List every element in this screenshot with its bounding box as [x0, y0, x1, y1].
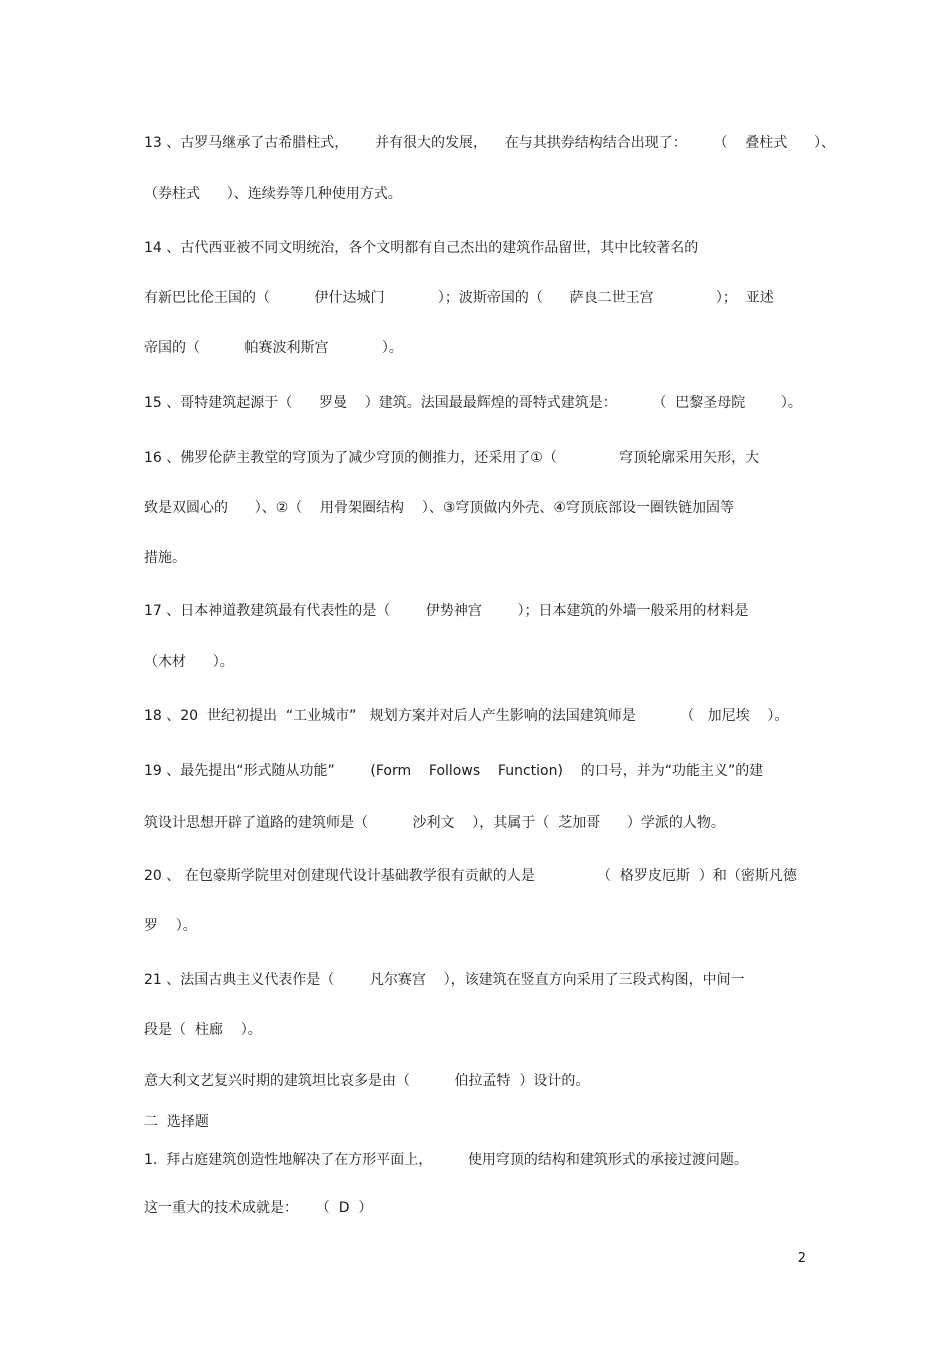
question-16-line-3: 措施。 [144, 550, 186, 566]
question-20-line-2: 罗 ）。 [144, 918, 197, 934]
question-16-line-2: 致是双圆心的 ）、②（ 用骨架圈结构 ）、③穹顶做内外壳、④穹顶底部设一圈铁链加固等 [144, 500, 734, 516]
question-19-line-1: 19 、最先提出“形式随从功能” (Form Follows Function) 的口号，并为“功能主义”的建 [144, 763, 764, 779]
question-14-line-1: 14 、古代西亚被不同文明统治，各个文明都有自己杰出的建筑作品留世，其中比较著名的 [144, 240, 699, 256]
choice-question-1-line-2: 这一重大的技术成就是： （ D ） [144, 1200, 373, 1216]
question-14-line-3: 帝国的（ 帕赛波利斯宫 ）。 [144, 340, 403, 356]
question-13-line-1: 13 、古罗马继承了古希腊柱式， 并有很大的发展， 在与其拱券结构结合出现了： （ 叠柱式 ）、 [144, 135, 835, 151]
question-18-line-1: 18 、20 世纪初提出 “工业城市” 规划方案并对后人产生影响的法国建筑师是 （ 加尼埃 ）。 [144, 708, 789, 724]
choice-question-1-line-1: 1. 拜占庭建筑创造性地解决了在方形平面上， 使用穹顶的结构和建筑形式的承接过渡问题。 [144, 1152, 748, 1168]
section-title: 二 选择题 [144, 1114, 209, 1130]
question-17-line-2: （木材 ）。 [144, 654, 234, 670]
question-13-line-2: （券柱式 ）、连续券等几种使用方式。 [144, 186, 402, 202]
question-15-line-1: 15 、哥特建筑起源于（ 罗曼 ）建筑。法国最最辉煌的哥特式建筑是： （ 巴黎圣母院 ）。 [144, 395, 802, 411]
question-21-line-2: 段是（ 柱廊 ）。 [144, 1022, 262, 1038]
question-21-line-1: 21 、法国古典主义代表作是（ 凡尔赛宫 ），该建筑在竖直方向采用了三段式构图，中间一 [144, 972, 745, 988]
question-16-line-1: 16 、佛罗伦萨主教堂的穹顶为了减少穹顶的侧推力，还采用了①（ 穹顶轮廓采用矢形，大 [144, 450, 760, 466]
question-14-line-2: 有新巴比伦王国的（ 伊什达城门 ）；波斯帝国的（ 萨良二世王宫 ）； 亚述 [144, 290, 774, 306]
question-19-line-2: 筑设计思想开辟了道路的建筑师是（ 沙利文 ），其属于（ 芝加哥 ）学派的人物。 [144, 815, 725, 831]
page-number: 2 [797, 1251, 806, 1266]
question-20-line-1: 20 、 在包豪斯学院里对创建现代设计基础教学很有贡献的人是 （ 格罗皮厄斯 ）和（密斯凡德 [144, 868, 797, 884]
extra-question-line: 意大利文艺复兴时期的建筑坦比哀多是由（ 伯拉孟特 ）设计的。 [144, 1073, 590, 1089]
question-17-line-1: 17 、日本神道教建筑最有代表性的是（ 伊势神宫 ）；日本建筑的外墙一般采用的材料是 [144, 603, 749, 619]
